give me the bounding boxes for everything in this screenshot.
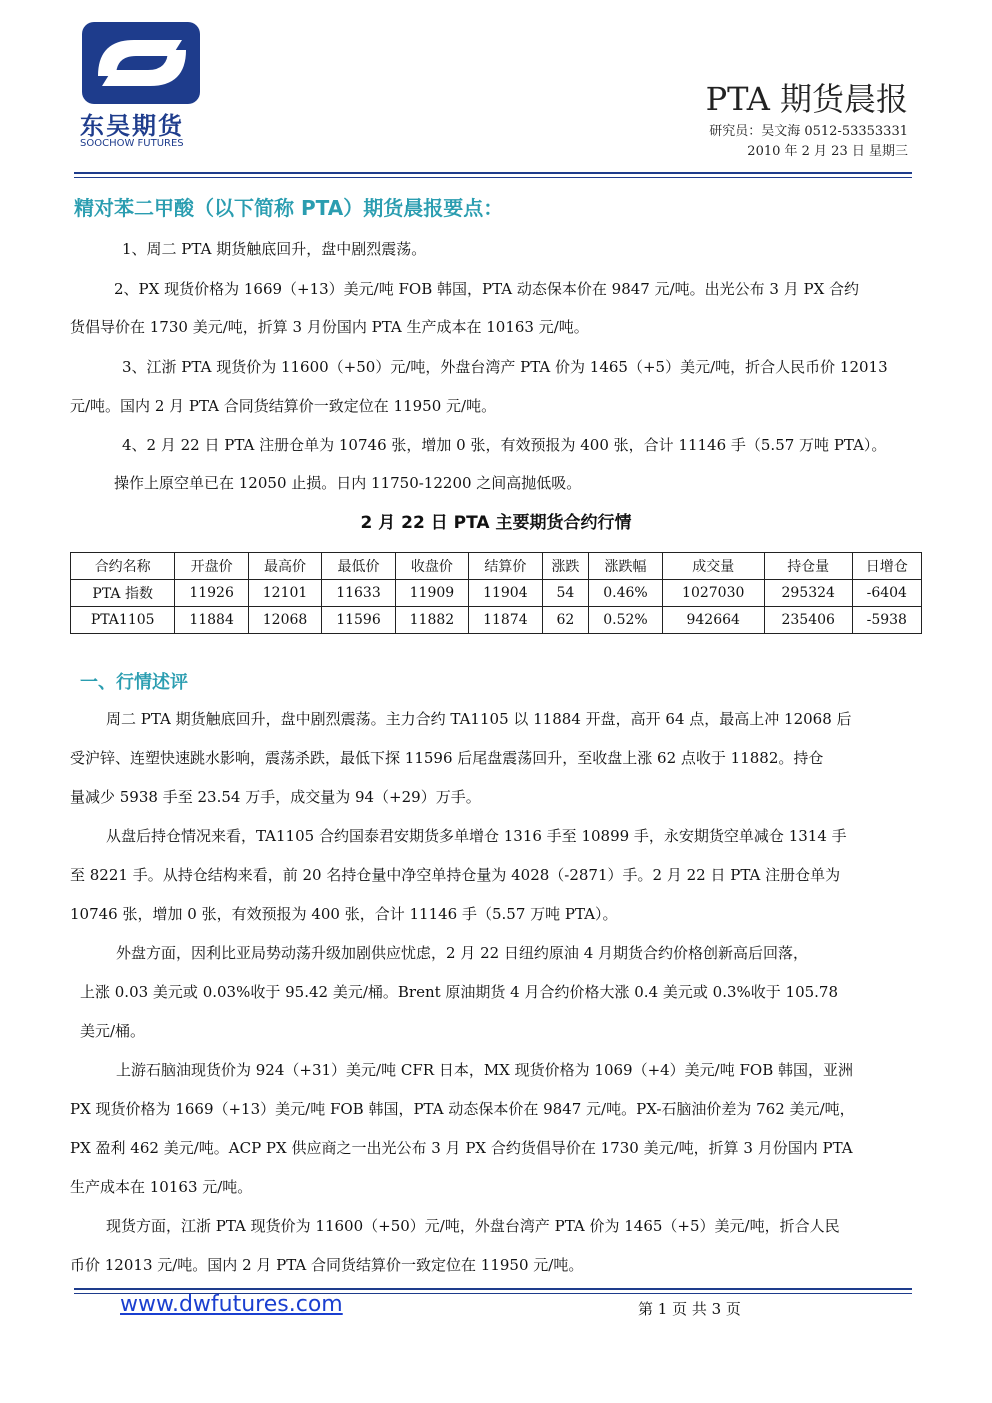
table-cell: 62 xyxy=(542,607,589,634)
footer-rule xyxy=(74,1288,912,1290)
body-line: 现货方面，江浙 PTA 现货价为 11600（+50）元/吨，外盘台湾产 PTA 价为 1465（+5）美元/吨，折合人民 xyxy=(106,1217,840,1235)
table-header-cell: 合约名称 xyxy=(71,553,175,580)
table-header-cell: 日增仓 xyxy=(852,553,921,580)
summary-point: 4、2 月 22 日 PTA 注册仓单为 10746 张，增加 0 张，有效预报为 400 张，合计 11146 手（5.57 万吨 PTA）。 xyxy=(122,436,887,454)
table-header-cell: 最低价 xyxy=(322,553,395,580)
body-line: 生产成本在 10163 元/吨。 xyxy=(70,1178,253,1196)
table-header-row xyxy=(71,553,922,580)
body-line: 至 8221 手。从持仓结构来看，前 20 名持仓量中净空单持仓量为 4028（-2871）手。2 月 22 日 PTA 注册仓单为 xyxy=(70,866,841,884)
table-cell: 12101 xyxy=(248,580,321,607)
page-number: 第 1 页 共 3 页 xyxy=(638,1300,741,1318)
website-link[interactable]: www.dwfutures.com xyxy=(120,1292,343,1317)
logo-subtitle: SOOCHOW FUTURES xyxy=(80,138,184,149)
logo-text: 东吴期货 xyxy=(80,112,184,140)
summary-point: 3、江浙 PTA 现货价为 11600（+50）元/吨，外盘台湾产 PTA 价为 1465（+5）美元/吨，折合人民币价 12013 xyxy=(122,358,888,376)
table-header-cell: 持仓量 xyxy=(764,553,852,580)
table-cell: 0.52% xyxy=(589,607,662,634)
body-line: 受沪锌、连塑快速跳水影响，震荡杀跌，最低下探 11596 后尾盘震荡回升，至收盘上涨 62 点收于 11882。持仓 xyxy=(70,749,824,767)
body-line: 上涨 0.03 美元或 0.03%收于 95.42 美元/桶。Brent 原油期货 4 月合约价格大涨 0.4 美元或 0.3%收于 105.78 xyxy=(80,983,839,1001)
table-cell: 295324 xyxy=(764,580,852,607)
body-line: 币价 12013 元/吨。国内 2 月 PTA 合同货结算价一致定位在 11950 元/吨。 xyxy=(70,1256,584,1274)
header-rule-thin xyxy=(74,177,912,178)
table-cell: 11882 xyxy=(395,607,468,634)
summary-point: 操作上原空单已在 12050 止损。日内 11750-12200 之间高抛低吸。 xyxy=(114,474,582,492)
table-cell: 1027030 xyxy=(662,580,764,607)
table-cell: 942664 xyxy=(662,607,764,634)
body-line: 周二 PTA 期货触底回升，盘中剧烈震荡。主力合约 TA1105 以 11884 开盘，高开 64 点，最高上冲 12068 后 xyxy=(106,710,852,728)
table-header-cell: 收盘价 xyxy=(395,553,468,580)
table-cell: 235406 xyxy=(764,607,852,634)
table-row xyxy=(71,607,922,634)
table-header-cell: 开盘价 xyxy=(175,553,248,580)
company-logo xyxy=(78,18,208,108)
table-header-cell: 涨跌幅 xyxy=(589,553,662,580)
summary-point: 货倡导价在 1730 美元/吨，折算 3 月份国内 PTA 生产成本在 10163 元/吨。 xyxy=(70,318,589,336)
summary-heading: 精对苯二甲酸（以下简称 PTA）期货晨报要点： xyxy=(74,196,504,220)
table-cell: 11633 xyxy=(322,580,395,607)
table-header-cell: 成交量 xyxy=(662,553,764,580)
table-cell: 12068 xyxy=(248,607,321,634)
report-date: 2010 年 2 月 23 日 星期三 xyxy=(747,144,908,159)
table-cell: -6404 xyxy=(852,580,921,607)
table-cell: 11926 xyxy=(175,580,248,607)
table-cell: -5938 xyxy=(852,607,921,634)
table-row xyxy=(71,580,922,607)
table-cell: 54 xyxy=(542,580,589,607)
table-cell: 11884 xyxy=(175,607,248,634)
table-cell: PTA 指数 xyxy=(71,580,175,607)
body-line: 美元/桶。 xyxy=(80,1022,146,1040)
body-line: PX 现货价格为 1669（+13）美元/吨 FOB 韩国，PTA 动态保本价在 9847 元/吨。PX-石脑油价差为 762 美元/吨， xyxy=(70,1100,855,1118)
body-line: PX 盈利 462 美元/吨。ACP PX 供应商之一出光公布 3 月 PX 合约货倡导价在 1730 美元/吨，折算 3 月份国内 PTA xyxy=(70,1139,853,1157)
body-line: 10746 张，增加 0 张，有效预报为 400 张，合计 11146 手（5.57 万吨 PTA）。 xyxy=(70,905,618,923)
table-header-cell: 最高价 xyxy=(248,553,321,580)
report-title: PTA 期货晨报 xyxy=(705,80,908,118)
body-line: 从盘后持仓情况来看，TA1105 合约国泰君安期货多单增仓 1316 手至 10899 手，永安期货空单减仓 1314 手 xyxy=(106,827,847,845)
table-header-cell: 涨跌 xyxy=(542,553,589,580)
researcher-info: 研究员：吴文海 0512-53353331 xyxy=(709,124,908,139)
table-header-cell: 结算价 xyxy=(469,553,542,580)
summary-point: 1、周二 PTA 期货触底回升，盘中剧烈震荡。 xyxy=(122,240,427,258)
table-cell: PTA1105 xyxy=(71,607,175,634)
table-cell: 11596 xyxy=(322,607,395,634)
table-cell: 11874 xyxy=(469,607,542,634)
summary-point: 2、PX 现货价格为 1669（+13）美元/吨 FOB 韩国，PTA 动态保本价在 9847 元/吨。出光公布 3 月 PX 合约 xyxy=(114,280,860,298)
table-caption: 2 月 22 日 PTA 主要期货合约行情 xyxy=(360,513,632,533)
body-line: 外盘方面，因利比亚局势动荡升级加剧供应忧虑，2 月 22 日纽约原油 4 月期货合约价格创新高后回落， xyxy=(116,944,809,962)
table-cell: 0.46% xyxy=(589,580,662,607)
header-rule xyxy=(74,172,912,174)
summary-point: 元/吨。国内 2 月 PTA 合同货结算价一致定位在 11950 元/吨。 xyxy=(70,397,497,415)
section-heading: 一、行情述评 xyxy=(80,672,188,693)
table-cell: 11904 xyxy=(469,580,542,607)
body-line: 量减少 5938 手至 23.54 万手，成交量为 94（+29）万手。 xyxy=(70,788,481,806)
quotes-table xyxy=(70,552,922,634)
table-cell: 11909 xyxy=(395,580,468,607)
body-line: 上游石脑油现货价为 924（+31）美元/吨 CFR 日本，MX 现货价格为 1069（+4）美元/吨 FOB 韩国，亚洲 xyxy=(116,1061,854,1079)
